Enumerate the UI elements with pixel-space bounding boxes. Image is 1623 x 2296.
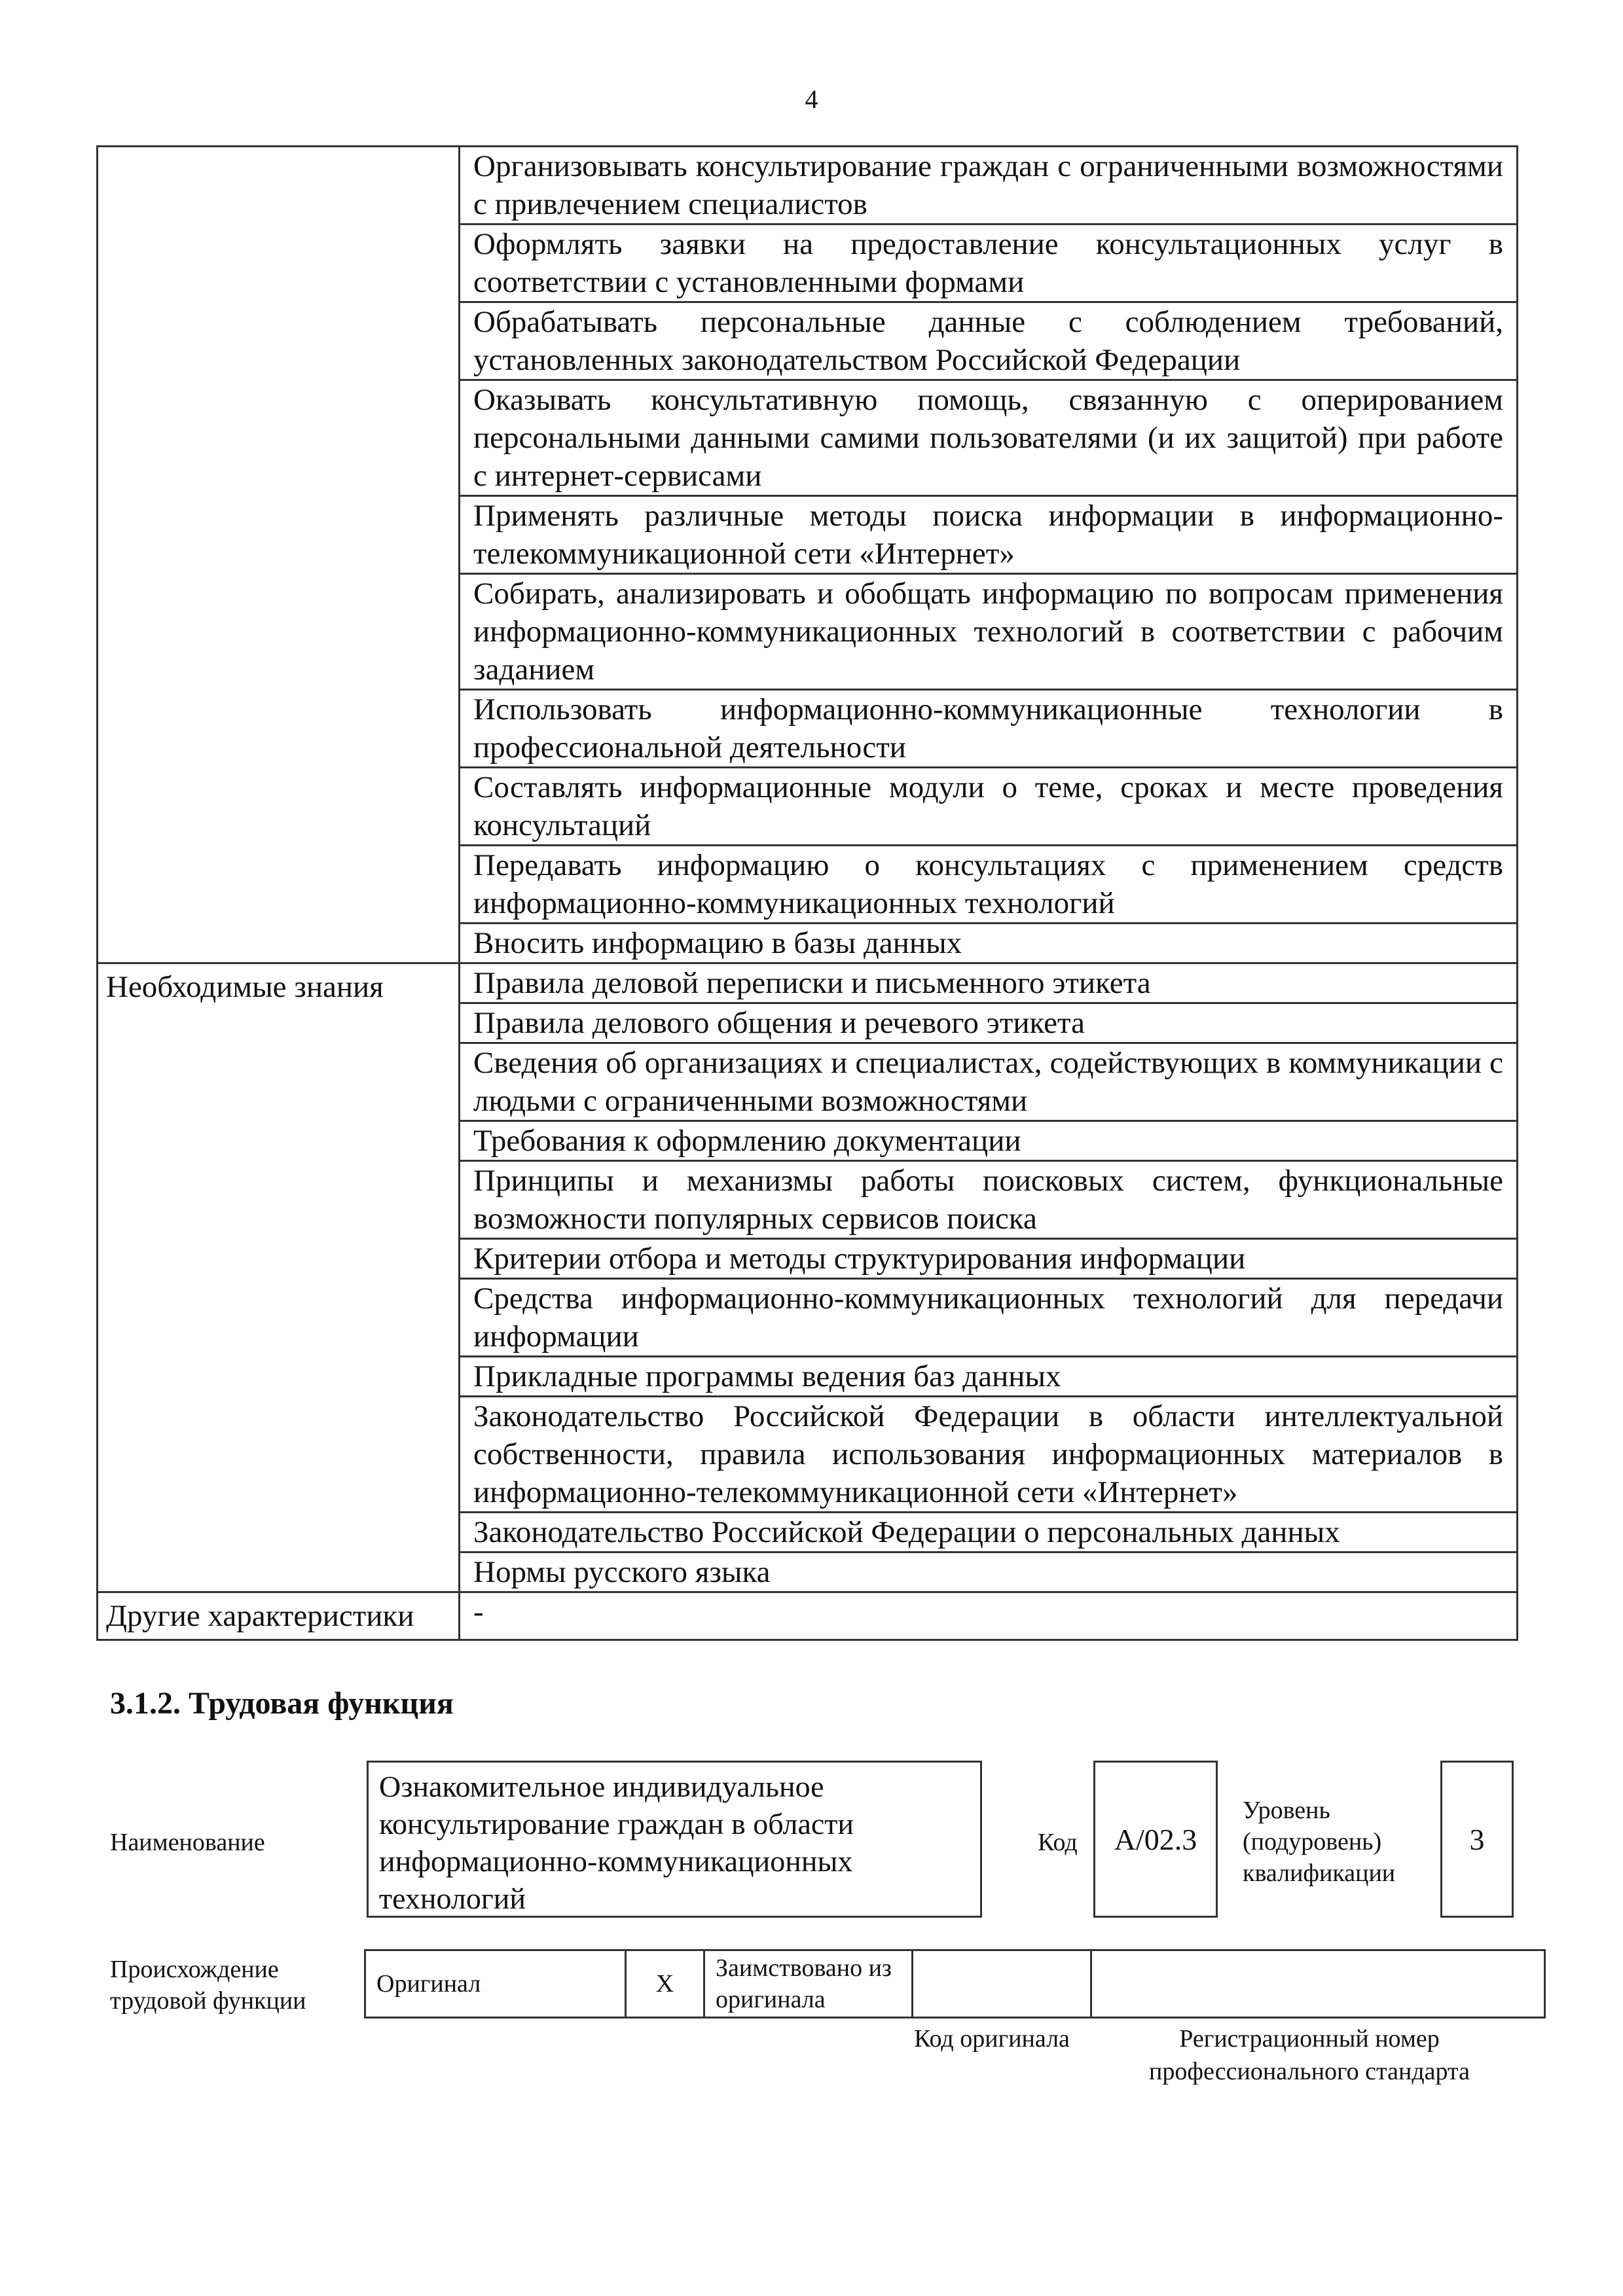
page-number: 4 [805,84,818,114]
row-item-cell: Средства информационно-коммуникационных технологий для передачи информации [460,1279,1518,1357]
row-item-cell: Организовывать консультирование граждан с ограниченными возможностями с привлечением специалистов [460,147,1518,224]
row-label-cell [98,147,460,963]
row-item-cell: Оказывать консультативную помощь, связанную с оперированием персональными данными самими пользователями (и их защитой) при работе с интернет-сервисами [460,380,1518,496]
original-mark-cell: Х [626,1950,704,2018]
level-label: Уровень (подуровень) квалификации [1243,1797,1396,1887]
row-item-cell: Сведения об организациях и специалистах, содействующих в коммуникации с людьми с ограниченными возможностями [460,1043,1518,1121]
row-item-cell: - [460,1592,1518,1640]
origin-code-cell [913,1950,1091,2018]
table-row [98,963,1518,1003]
row-item-cell: Правила делового общения и речевого этикета [460,1003,1518,1043]
row-item-cell: Законодательство Российской Федерации о персональных данных [460,1513,1518,1552]
row-item-cell: Законодательство Российской Федерации в области интеллектуальной собственности, правила использования информационных материалов в информационно-телекоммуникационной сети «Интернет» [460,1397,1518,1513]
reg-number-caption: Регистрационный номер профессионального стандарта [1149,2025,1470,2085]
row-item-cell: Оформлять заявки на предоставление консультационных услуг в соответствии с установленными формами [460,224,1518,302]
function-name-box: Ознакомительное индивидуальное консультирование граждан в области информационно-коммуникационных технологий [367,1761,982,1918]
row-item-cell: Принципы и механизмы работы поисковых систем, функциональные возможности популярных сервисов поиска [460,1161,1518,1239]
row-item-cell: Правила деловой переписки и письменного этикета [460,963,1518,1003]
code-label: Код [1038,1829,1078,1856]
original-label-cell: Оригинал [365,1950,626,2018]
origin-table [364,1949,1546,2018]
row-item-cell: Требования к оформлению документации [460,1121,1518,1161]
row-item-cell: Передавать информацию о консультациях с применением средств информационно-коммуникационных технологий [460,846,1518,924]
borrowed-label-cell: Заимствовано из оригинала [704,1950,913,2018]
table-row [98,147,1518,224]
level-value-box: 3 [1440,1761,1514,1918]
row-label-cell: Необходимые знания [98,963,460,1592]
row-item-cell: Обрабатывать персональные данные с соблюдением требований, установленных законодательством Российской Федерации [460,302,1518,380]
table-row [98,1592,1518,1640]
reg-number-cell [1091,1950,1545,2018]
row-label-cell: Другие характеристики [98,1592,460,1640]
row-item-cell: Критерии отбора и методы структурирования информации [460,1239,1518,1279]
row-item-cell: Использовать информационно-коммуникационные технологии в профессиональной деятельности [460,690,1518,768]
row-item-cell: Прикладные программы ведения баз данных [460,1357,1518,1397]
origin-label: Происхождение трудовой функции [110,1956,306,2015]
row-item-cell: Нормы русского языка [460,1552,1518,1592]
origin-code-caption: Код оригинала [914,2025,1070,2053]
requirements-table [96,145,1518,1641]
section-title: 3.1.2. Трудовая функция [110,1686,454,1721]
row-item-cell: Применять различные методы поиска информации в информационно-телекоммуникационной сети «Интернет» [460,496,1518,574]
row-item-cell: Составлять информационные модули о теме, сроках и месте проведения консультаций [460,768,1518,846]
row-item-cell: Собирать, анализировать и обобщать информацию по вопросам применения информационно-коммуникационных технологий в соответствии с рабочим заданием [460,574,1518,690]
row-item-cell: Вносить информацию в базы данных [460,924,1518,963]
code-value-box: А/02.3 [1093,1761,1218,1918]
name-label: Наименование [110,1829,265,1856]
